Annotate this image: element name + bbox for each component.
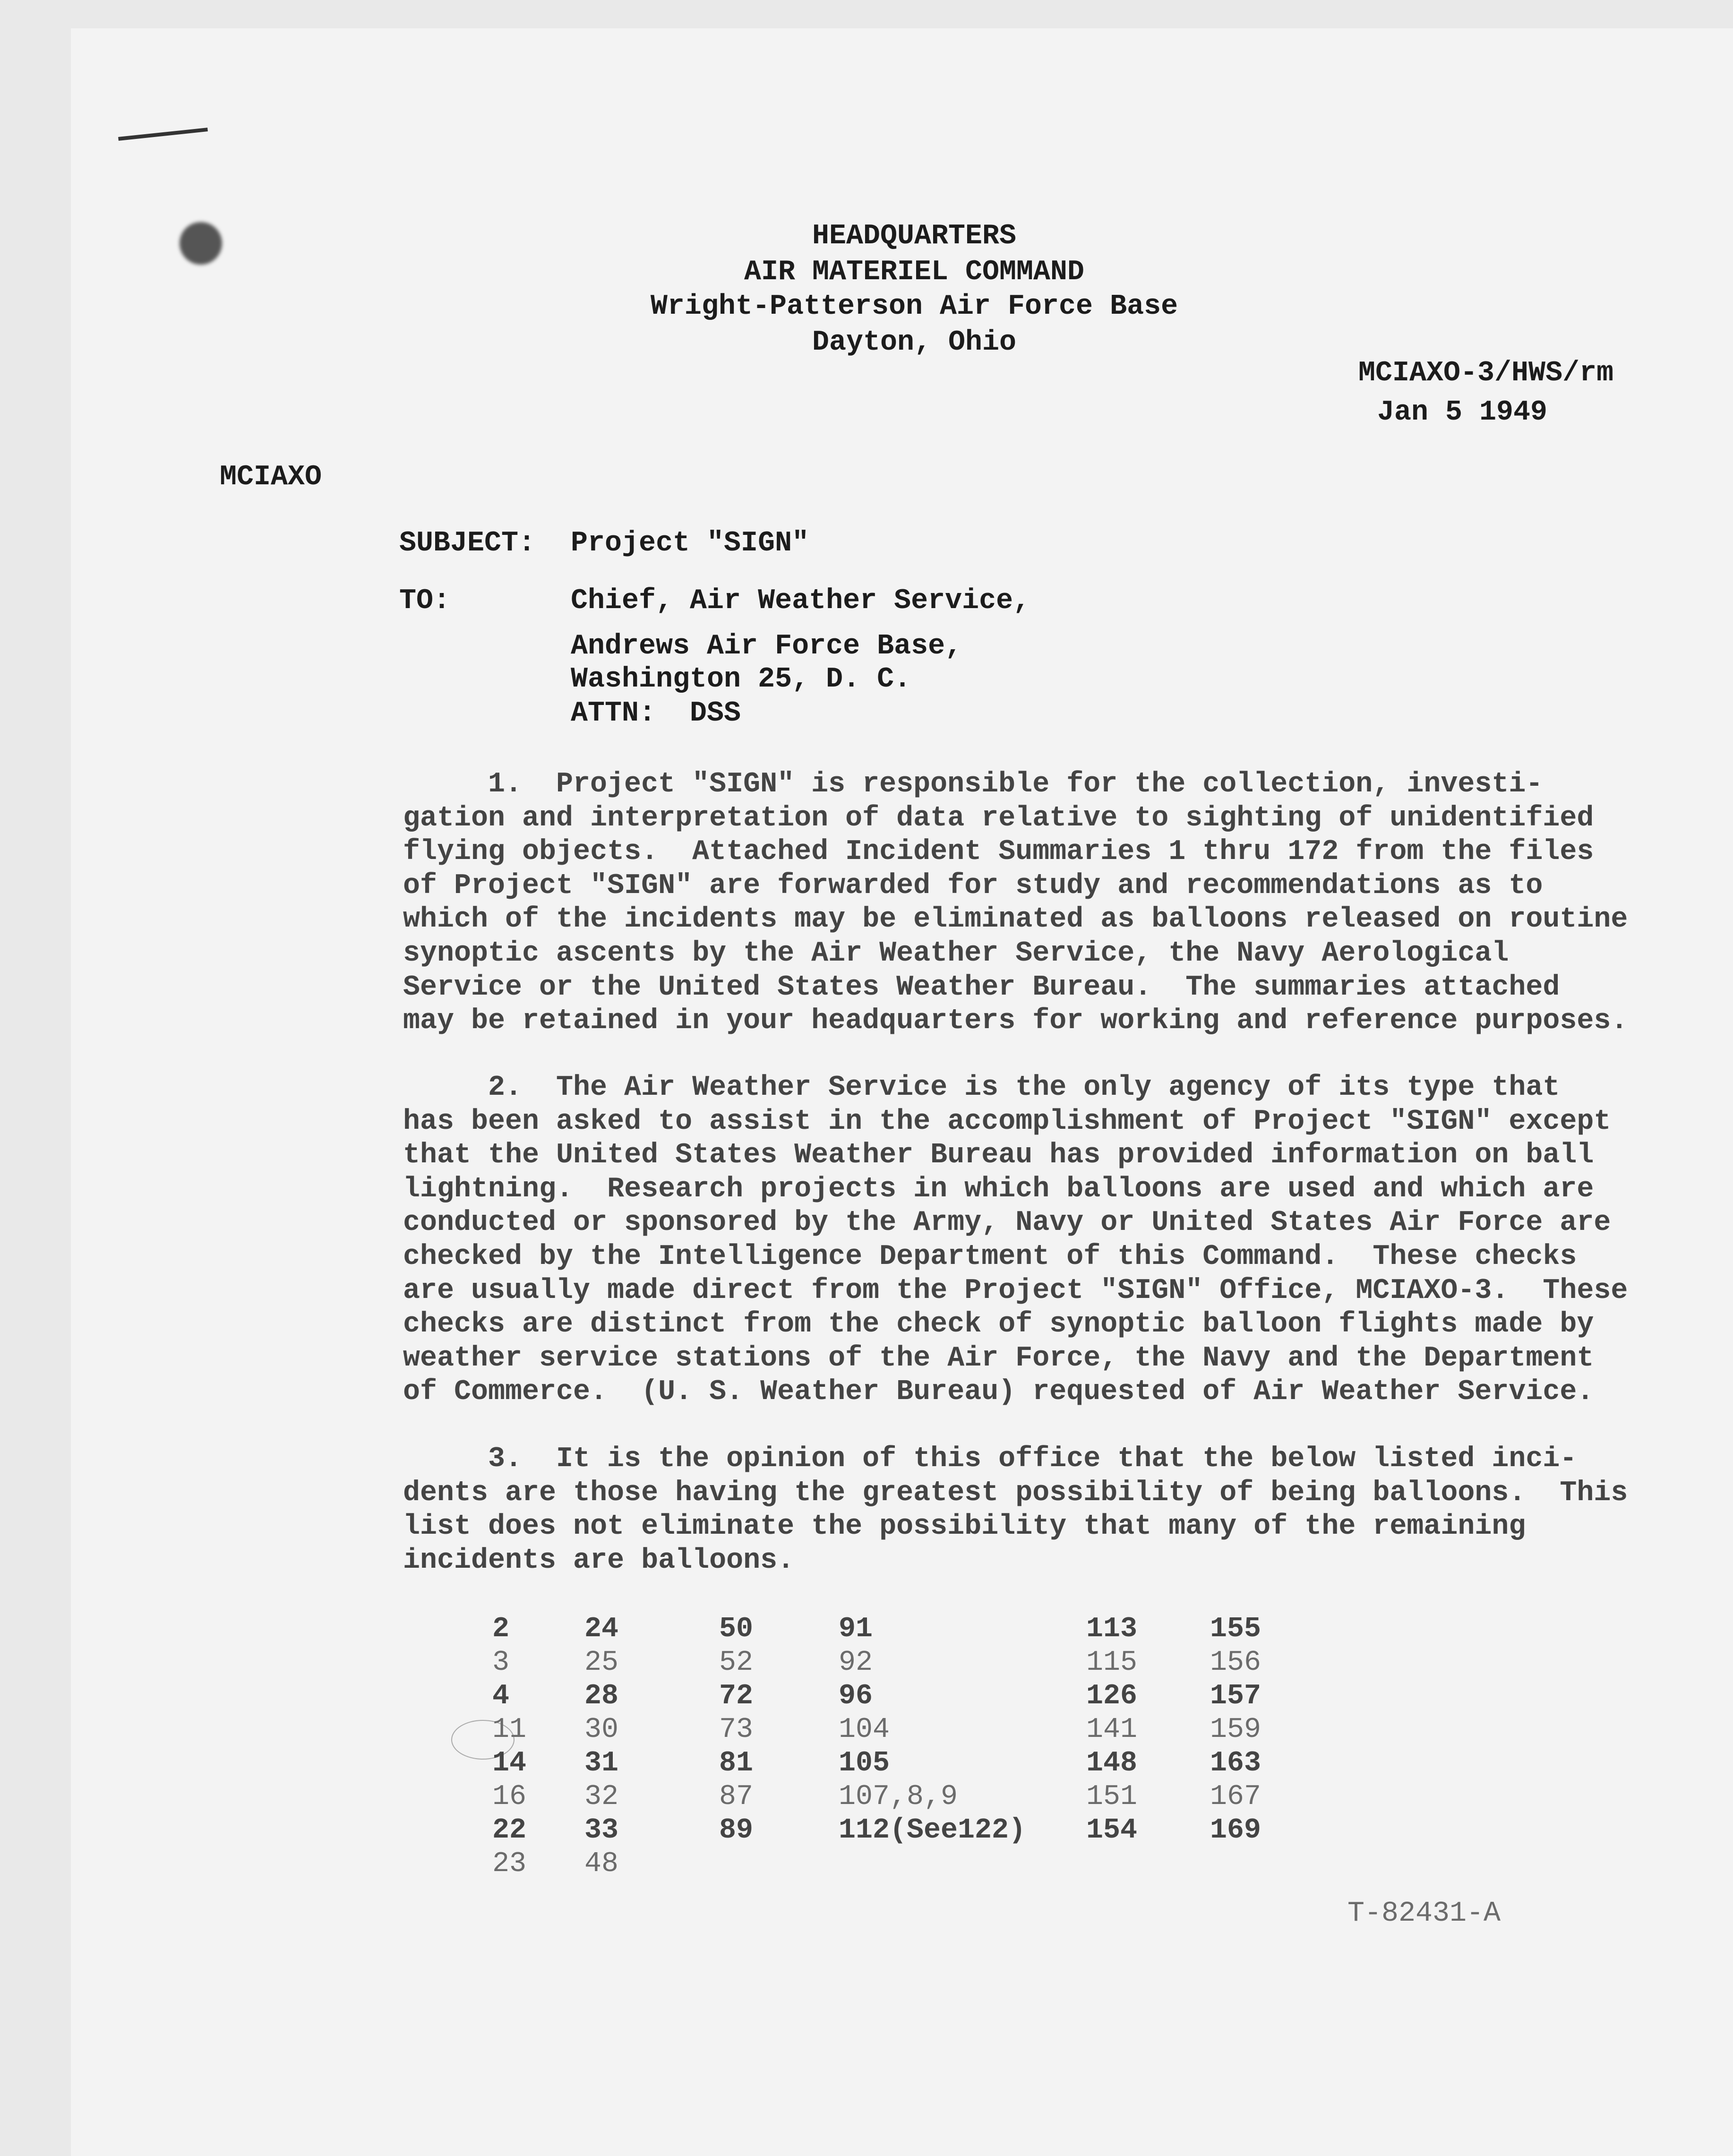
incident-number: 87 <box>719 1781 754 1813</box>
addressee-line: Washington 25, D. C. <box>571 663 911 696</box>
paragraph-1-line: may be retained in your headquarters for working and reference purposes. <box>403 1005 1628 1038</box>
incident-number: 163 <box>1210 1747 1261 1779</box>
paragraph-2-line: checks are distinct from the check of synoptic balloon flights made by <box>403 1308 1594 1341</box>
incident-number: 72 <box>719 1680 754 1712</box>
incident-number: 48 <box>584 1848 619 1880</box>
paragraph-2-line: that the United States Weather Bureau has provided information on ball <box>403 1139 1594 1172</box>
incident-number: 148 <box>1086 1747 1138 1779</box>
paragraph-1-line: which of the incidents may be eliminated as balloons released on routine <box>403 903 1628 936</box>
paragraph-3-line: list does not eliminate the possibility that many of the remaining <box>403 1511 1526 1543</box>
paragraph-2-line: 2. The Air Weather Service is the only agency of its type that <box>488 1072 1560 1104</box>
incident-number: 105 <box>839 1747 890 1779</box>
incident-number: 112(See122) <box>839 1814 1026 1847</box>
addressee-line: Andrews Air Force Base, <box>571 630 962 662</box>
incident-number: 11 <box>492 1714 527 1746</box>
incident-number: 91 <box>839 1613 873 1645</box>
incident-number: 115 <box>1086 1647 1138 1679</box>
punch-hole <box>180 222 222 265</box>
incident-number: 22 <box>492 1814 527 1847</box>
incident-number: 113 <box>1086 1613 1138 1645</box>
incident-number: 4 <box>492 1680 510 1712</box>
incident-number: 3 <box>492 1647 510 1679</box>
office-symbol: MCIAXO <box>220 461 322 493</box>
header-line: HEADQUARTERS <box>812 220 1017 252</box>
incident-number: 107,8,9 <box>839 1781 958 1813</box>
incident-number: 156 <box>1210 1647 1261 1679</box>
incident-number: 154 <box>1086 1814 1138 1847</box>
document-control-number: T-82431-A <box>1347 1898 1501 1930</box>
subject-label: SUBJECT: <box>399 527 536 559</box>
paragraph-1-line: of Project "SIGN" are forwarded for study and recommendations as to <box>403 869 1543 902</box>
incident-number: 157 <box>1210 1680 1261 1712</box>
incident-number: 33 <box>584 1814 619 1847</box>
addressee-line: Chief, Air Weather Service, <box>571 585 1030 617</box>
addressee-line: ATTN: DSS <box>571 697 741 730</box>
incident-number: 31 <box>584 1747 619 1779</box>
subject-value: Project "SIGN" <box>571 527 809 559</box>
to-label: TO: <box>399 585 451 617</box>
paragraph-2-line: of Commerce. (U. S. Weather Bureau) requested of Air Weather Service. <box>403 1376 1594 1409</box>
header-line: Dayton, Ohio <box>812 326 1017 359</box>
incident-number: 32 <box>584 1781 619 1813</box>
incident-number: 169 <box>1210 1814 1261 1847</box>
incident-number: 159 <box>1210 1714 1261 1746</box>
document-date: Jan 5 1949 <box>1377 396 1548 429</box>
incident-number: 96 <box>839 1680 873 1712</box>
paragraph-3-line: 3. It is the opinion of this office that the below listed inci- <box>488 1443 1577 1475</box>
incident-number: 155 <box>1210 1613 1261 1645</box>
incident-number: 50 <box>719 1613 754 1645</box>
incident-number: 126 <box>1086 1680 1138 1712</box>
paragraph-3-line: incidents are balloons. <box>403 1544 795 1577</box>
incident-number: 167 <box>1210 1781 1261 1813</box>
incident-number: 25 <box>584 1647 619 1679</box>
paragraph-2-line: lightning. Research projects in which balloons are used and which are <box>403 1173 1594 1205</box>
paragraph-2-line: checked by the Intelligence Department of this Command. These checks <box>403 1241 1577 1273</box>
paragraph-2-line: weather service stations of the Air Force, the Navy and the Department <box>403 1342 1594 1374</box>
paragraph-2-line: has been asked to assist in the accomplishment of Project "SIGN" except <box>403 1105 1611 1138</box>
incident-number: 2 <box>492 1613 510 1645</box>
incident-number: 16 <box>492 1781 527 1813</box>
incident-number: 104 <box>839 1714 890 1746</box>
paragraph-1-line: Service or the United States Weather Bureau. The summaries attached <box>403 971 1560 1004</box>
incident-number: 89 <box>719 1814 754 1847</box>
header-line: Wright-Patterson Air Force Base <box>650 291 1178 323</box>
incident-number: 81 <box>719 1747 754 1779</box>
incident-number: 28 <box>584 1680 619 1712</box>
incident-number: 14 <box>492 1747 527 1779</box>
paragraph-1-line: flying objects. Attached Incident Summaries 1 thru 172 from the files <box>403 836 1594 868</box>
incident-number: 23 <box>492 1848 527 1880</box>
header-line: AIR MATERIEL COMMAND <box>744 256 1085 288</box>
paragraph-3-line: dents are those having the greatest possibility of being balloons. This <box>403 1477 1628 1509</box>
incident-number: 30 <box>584 1714 619 1746</box>
incident-number: 92 <box>839 1647 873 1679</box>
incident-number: 24 <box>584 1613 619 1645</box>
incident-number: 151 <box>1086 1781 1138 1813</box>
paragraph-2-line: conducted or sponsored by the Army, Navy or United States Air Force are <box>403 1207 1611 1239</box>
paragraph-1-line: 1. Project "SIGN" is responsible for the collection, investi- <box>488 768 1543 800</box>
incident-number: 52 <box>719 1647 754 1679</box>
incident-number: 73 <box>719 1714 754 1746</box>
paragraph-1-line: gation and interpretation of data relative to sighting of unidentified <box>403 802 1594 834</box>
reference-code: MCIAXO-3/HWS/rm <box>1358 357 1614 389</box>
paragraph-1-line: synoptic ascents by the Air Weather Service, the Navy Aerological <box>403 937 1509 970</box>
incident-number: 141 <box>1086 1714 1138 1746</box>
paragraph-2-line: are usually made direct from the Project "SIGN" Office, MCIAXO-3. These <box>403 1274 1628 1307</box>
